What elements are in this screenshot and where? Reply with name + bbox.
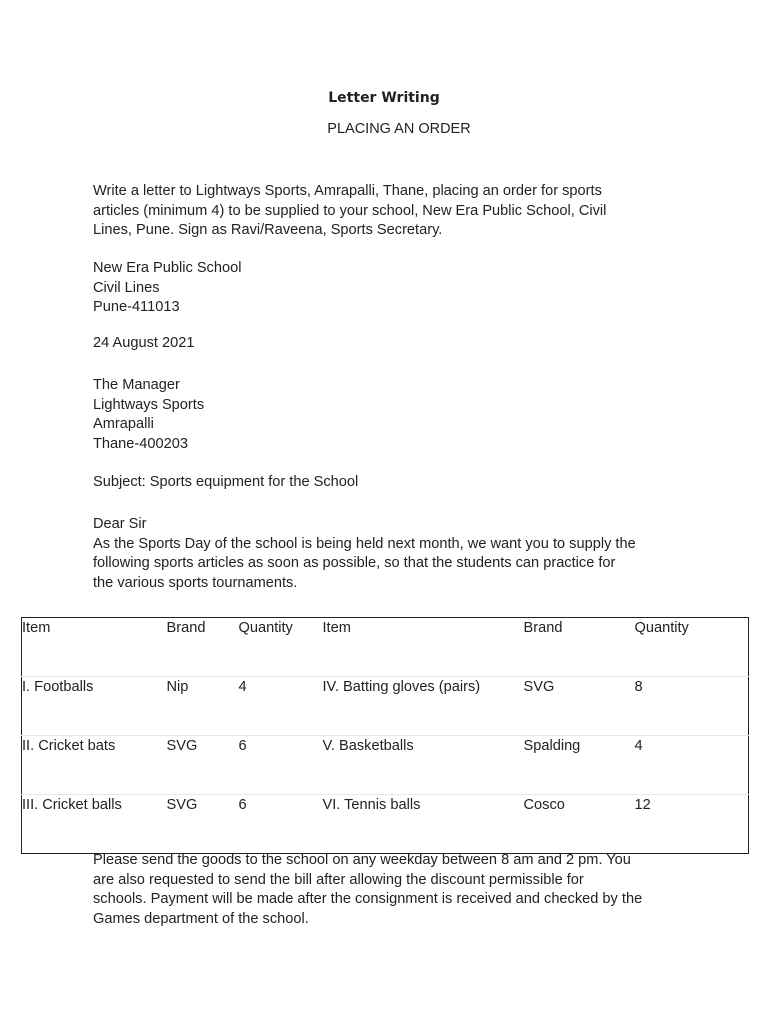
table-header-row: [22, 618, 749, 677]
table-cell: 12: [634, 797, 651, 813]
table-cell: SVG: [524, 677, 635, 736]
table-cell: IV. Batting gloves (pairs): [323, 677, 524, 736]
table-cell: V. Basketballs: [323, 736, 524, 795]
salutation: Dear Sir: [93, 516, 147, 532]
body-line: the various sports tournaments.: [93, 574, 298, 591]
page-subtitle: PLACING AN ORDER: [327, 121, 471, 137]
page-title: Letter Writing: [328, 90, 440, 106]
body-line: Games department of the school.: [93, 910, 309, 927]
table-cell: Nip: [167, 677, 239, 736]
table-cell: 6: [238, 797, 247, 813]
table-cell: 4: [635, 736, 749, 795]
column-header: Item: [323, 618, 524, 677]
table-cell: I. Footballs: [22, 677, 167, 736]
table-row: [22, 795, 749, 854]
column-header: Quantity: [239, 618, 323, 677]
table-cell: VI. Tennis balls: [322, 797, 421, 813]
receiver-address-line: Amrapalli: [93, 416, 154, 432]
question-line: articles (minimum 4) to be supplied to your school, New Era Public School, Civil: [93, 202, 607, 219]
table-cell: 8: [635, 677, 749, 736]
table-cell: III. Cricket balls: [22, 797, 122, 813]
table-cell: II. Cricket bats: [22, 736, 167, 795]
receiver-address: [93, 376, 693, 454]
column-header: Brand: [524, 618, 635, 677]
table-cell: SVG: [167, 736, 239, 795]
sender-address-line: Pune-411013: [93, 299, 180, 315]
table-row: [22, 677, 749, 736]
column-header: Item: [22, 618, 167, 677]
letter-body-closing: [93, 851, 713, 929]
question-line: Write a letter to Lightways Sports, Amrapalli, Thane, placing an order for sports: [93, 183, 602, 199]
sender-address: [93, 259, 693, 318]
body-line: As the Sports Day of the school is being held next month, we want you to supply the: [93, 535, 636, 552]
subject-text: Subject: Sports equipment for the School: [93, 474, 359, 490]
sender-address-line: Civil Lines: [93, 279, 160, 296]
table-cell: Spalding: [524, 736, 635, 795]
subject-line: [93, 473, 693, 493]
body-line: Please send the goods to the school on any weekday between 8 am and 2 pm. You: [93, 852, 631, 868]
table-cell: Cosco: [523, 797, 565, 813]
table-cell: 6: [239, 736, 323, 795]
body-line: schools. Payment will be made after the consignment is received and checked by the: [93, 891, 643, 907]
sender-address-line: New Era Public School: [93, 260, 242, 276]
question-line: Lines, Pune. Sign as Ravi/Raveena, Sports Secretary.: [93, 222, 443, 238]
receiver-address-line: Lightways Sports: [93, 396, 205, 413]
column-header: Brand: [167, 618, 239, 677]
question-text: [93, 182, 693, 241]
letter-body-intro: [93, 515, 693, 593]
receiver-address-line: Thane-400203: [93, 435, 188, 452]
receiver-address-line: The Manager: [93, 377, 180, 393]
letter-date: [93, 334, 693, 354]
column-header: Quantity: [635, 618, 749, 677]
body-line: following sports articles as soon as possible, so that the students can practice for: [93, 555, 616, 571]
order-table: [21, 617, 749, 854]
body-line: are also requested to send the bill after allowing the discount permissible for: [93, 871, 584, 888]
table-cell: 4: [239, 677, 323, 736]
table-row: [22, 736, 749, 795]
table-cell: SVG: [166, 797, 198, 813]
date-text: 24 August 2021: [93, 335, 195, 351]
